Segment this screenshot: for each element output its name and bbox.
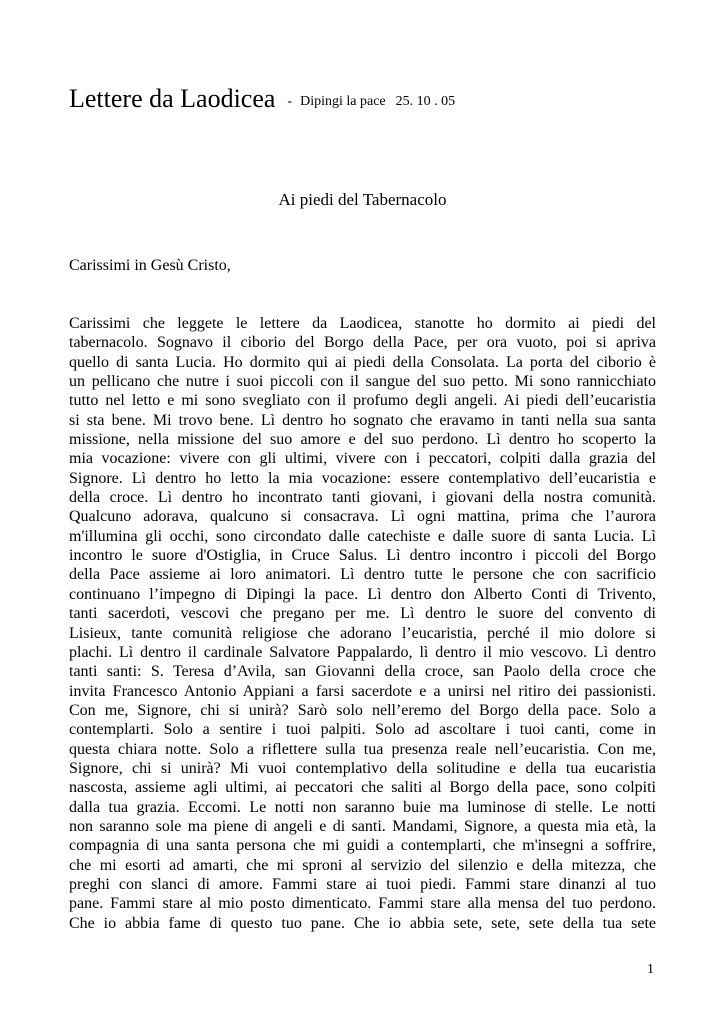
- letter-body: [69, 314, 656, 933]
- body-line: si sta bene. Mi trovo bene. Lì dentro ho sognato che eravamo in tanti nella sua santa: [69, 411, 656, 429]
- salutation: Carissimi in Gesù Cristo,: [69, 257, 231, 274]
- body-line: missione, nella missione del suo amore e del suo perdono. Lì dentro ho scoperto la: [69, 431, 656, 449]
- header-date: 25. 10 . 05: [395, 94, 456, 109]
- body-line: continuano l’impegno di Dipingi la pace. Lì dentro don Alberto Conti di Trivento,: [69, 585, 656, 603]
- body-line: tanti santi: S. Teresa d’Avila, san Giovanni della croce, san Paolo della croce che: [69, 663, 656, 681]
- body-line: non saranno sole ma piene di angeli e di santi. Mandami, Signore, a questa mia età, la: [69, 817, 656, 835]
- body-line: tutto nel letto e mi sono svegliato con il profumo degli angeli. Ai piedi dell’eucaristia: [69, 392, 656, 410]
- body-line: m'illumina gli occhi, sono circondato dalle catechiste e dalle suore di santa Lucia. Lì: [69, 527, 656, 545]
- body-line: pane. Fammi stare al mio posto dimenticato. Fammi stare alla mensa del tuo perdono.: [69, 895, 656, 913]
- header-title: Lettere da Laodicea: [69, 84, 276, 113]
- body-line: tabernacolo. Sognavo il ciborio del Borgo della Pace, per ora vuoto, poi si apriva: [69, 334, 656, 352]
- header-subtitle: Dipingi la pace: [300, 94, 386, 109]
- body-line: Carissimi che leggete le lettere da Laodicea, stanotte ho dormito ai piedi del: [69, 315, 656, 332]
- body-line: dalla tua grazia. Eccomi. Le notti non saranno buie ma luminose di stelle. Le notti: [69, 798, 656, 816]
- header-separator: -: [287, 94, 293, 109]
- body-line: Con me, Signore, chi si unirà? Sarò solo nell’eremo del Borgo della pace. Solo a: [69, 701, 656, 719]
- body-line: mia vocazione: vivere con gli ultimi, vivere con i peccatori, colpiti dalla grazia del: [69, 450, 656, 468]
- body-line: compagnia di una santa persona che mi guidi a contemplarti, che m'insegni a soffrire,: [69, 837, 656, 855]
- body-line: della croce. Lì dentro ho incontrato tanti giovani, i giovani della nostra comunità.: [69, 489, 656, 507]
- body-line: nascosta, assieme agli ultimi, ai peccatori che saliti al Borgo della pace, sono colpiti: [69, 779, 656, 797]
- body-line: plachi. Lì dentro il cardinale Salvatore Pappalardo, lì dentro il mio vescovo. Lì dentro: [69, 643, 656, 661]
- body-line: che mi esorti ad amarti, che mi sproni al servizio del silenzio e della mitezza, che: [69, 856, 656, 874]
- body-line: quello di santa Lucia. Ho dormito qui ai piedi della Consolata. La porta del ciborio è: [69, 353, 656, 371]
- body-line: incontro le suore d'Ostiglia, in Cruce Salus. Lì dentro incontro i piccoli del Borgo: [69, 547, 656, 565]
- body-line: della Pace assieme ai loro animatori. Lì dentro tutte le persone che con sacrificio: [69, 566, 656, 584]
- body-line: tanti sacerdoti, vescovi che pregano per me. Lì dentro le suore del convento di: [69, 605, 656, 623]
- body-line: Qualcuno adorava, qualcuno si consacrava. Lì ogni mattina, prima che l’aurora: [69, 508, 656, 526]
- section-title: Ai piedi del Tabernacolo: [278, 190, 447, 209]
- body-line: contemplarti. Solo a sentire i tuoi palpiti. Solo ad ascoltare i tuoi canti, come in: [69, 721, 656, 739]
- body-line: Signore, chi si unirà? Mi vuoi contemplativo della solitudine e della tua eucaristia: [69, 759, 656, 777]
- body-line: Che io abbia fame di questo tuo pane. Che io abbia sete, sete, sete della tua sete: [69, 914, 656, 932]
- body-line: questa chiara notte. Solo a riflettere sulla tua presenza reale nell’eucaristia. Con me,: [69, 740, 656, 758]
- body-line: Signore. Lì dentro ho letto la mia vocazione: essere contemplativo dell’eucaristia e: [69, 469, 656, 487]
- section-title-container: [0, 190, 725, 210]
- body-line: preghi con slanci di amore. Fammi stare ai tuoi piedi. Fammi stare dinanzi al tuo: [69, 875, 656, 893]
- page-number: 1: [647, 962, 654, 977]
- document-header: [69, 84, 455, 114]
- body-line: un pellicano che nutre i suoi piccoli con il sangue del suo petto. Mi sono rannicchiato: [69, 373, 656, 391]
- body-line: Lisieux, tante comunità religiose che adorano l’eucaristia, perché il mio dolore si: [69, 624, 656, 642]
- body-line: invita Francesco Antonio Appiani a farsi sacerdote e a unirsi nel ritiro dei passionisti.: [69, 682, 656, 700]
